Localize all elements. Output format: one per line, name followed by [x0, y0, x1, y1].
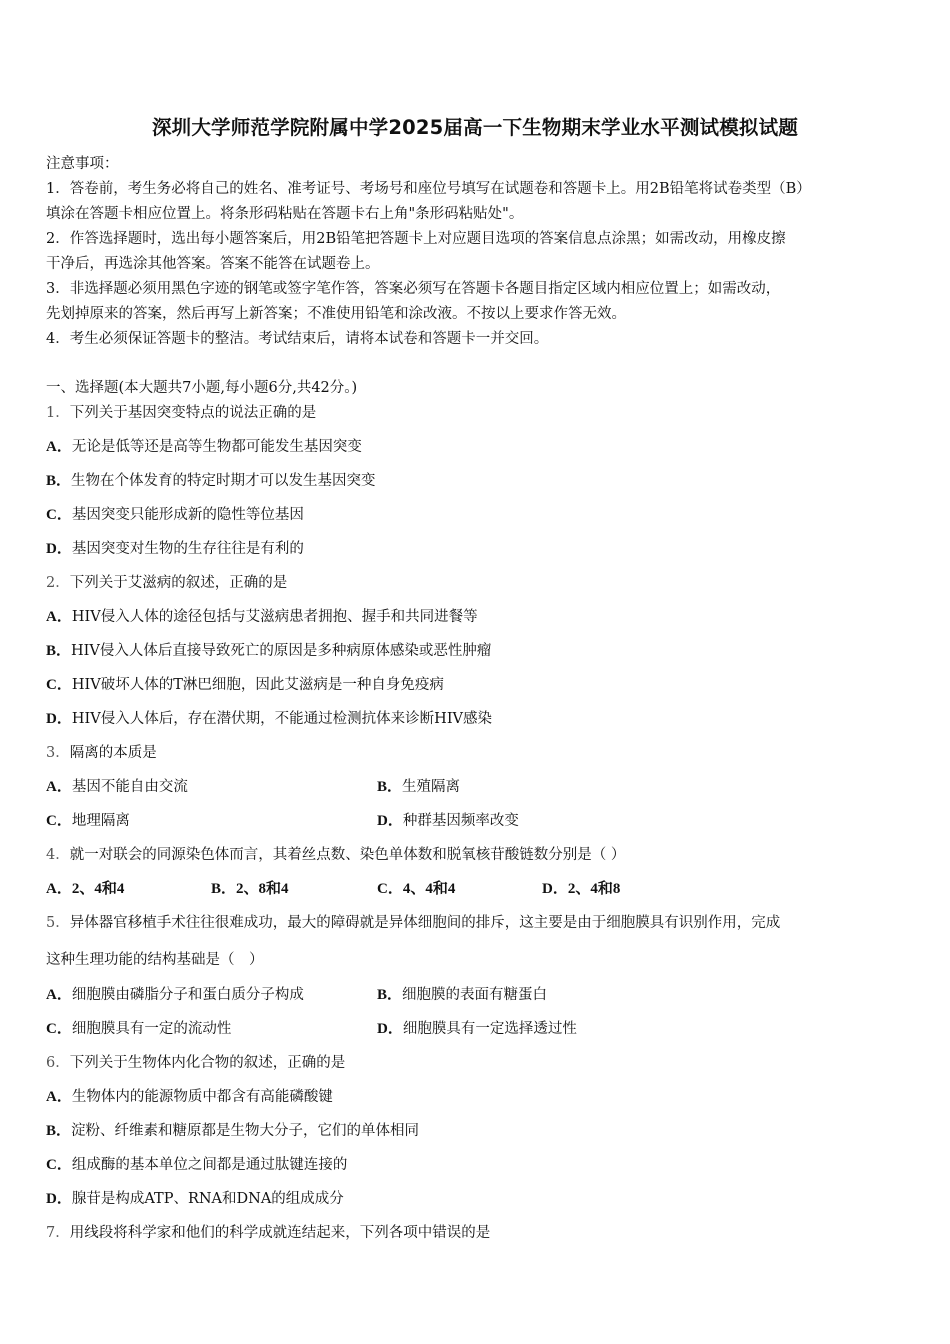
option-text: 组成酶的基本单位之间都是通过肽键连接的 — [71, 1157, 348, 1173]
option — [46, 1017, 231, 1038]
question-text: 用线段将科学家和他们的科学成就连结起来，下列各项中错误的是 — [69, 1225, 491, 1241]
question-number: 2． — [46, 575, 70, 591]
question-stem-continued: 这种生理功能的结构基础是（ ） — [46, 952, 264, 968]
option-label: C． — [46, 507, 72, 523]
option-text: 种群基因频率改变 — [402, 813, 519, 829]
question-text: 隔离的本质是 — [69, 745, 157, 761]
option — [46, 1153, 347, 1174]
option — [377, 775, 460, 796]
option-text: 细胞膜由磷脂分子和蛋白质分子构成 — [71, 987, 304, 1003]
notice-line: 填涂在答题卡相应位置上。将条形码粘贴在答题卡右上角"条形码粘贴处"。 — [46, 206, 524, 222]
notice-line: 2．作答选择题时，选出每小题答案后，用2B铅笔把答题卡上对应题目选项的答案信息点涂黑；如需改动，用橡皮擦 — [46, 231, 786, 247]
option-label: C． — [46, 813, 72, 829]
option — [46, 537, 304, 558]
option-text: 淀粉、纤维素和糖原都是生物大分子，它们的单体相同 — [71, 1123, 420, 1139]
option — [46, 1187, 344, 1208]
option — [46, 503, 304, 524]
option — [46, 877, 124, 898]
option-text: 基因突变只能形成新的隐性等位基因 — [71, 507, 304, 523]
option — [46, 469, 376, 490]
option-label: A． — [46, 987, 72, 1003]
question-stem — [46, 571, 287, 592]
page-title: 深圳大学师范学院附属中学2025届高一下生物期末学业水平测试模拟试题 — [151, 116, 799, 139]
option — [211, 877, 289, 898]
option — [46, 809, 130, 830]
question-number: 5． — [46, 915, 70, 931]
question-number: 7． — [46, 1225, 70, 1241]
option-text: 基因不能自由交流 — [71, 779, 188, 795]
option-text: 细胞膜具有一定的流动性 — [71, 1021, 232, 1037]
option-label: D． — [377, 1021, 403, 1037]
option — [377, 809, 519, 830]
question-stem — [46, 1221, 490, 1242]
option-text: 4、4和4 — [402, 881, 456, 897]
option-text: 无论是低等还是高等生物都可能发生基因突变 — [71, 439, 362, 455]
option — [46, 983, 304, 1004]
option-text: 细胞膜的表面有糖蛋白 — [402, 987, 548, 1003]
option-label: A． — [46, 779, 72, 795]
question-stem — [46, 843, 625, 864]
option-label: D． — [377, 813, 403, 829]
question-text: 下列关于艾滋病的叙述，正确的是 — [69, 575, 288, 591]
option-label: D． — [46, 711, 72, 727]
option-label: A． — [46, 609, 72, 625]
option — [46, 605, 478, 626]
notice-line: 1．答卷前，考生务必将自己的姓名、准考证号、考场号和座位号填写在试题卷和答题卡上。用2B铅笔将试卷类型（B） — [46, 181, 811, 197]
question-text: 下列关于生物体内化合物的叙述，正确的是 — [69, 1055, 346, 1071]
option-label: D． — [46, 1191, 72, 1207]
option-text: HIV侵入人体后，存在潜伏期，不能通过检测抗体来诊断HIV感染 — [71, 711, 493, 727]
option — [46, 435, 362, 456]
option-text: HIV侵入人体的途径包括与艾滋病患者拥抱、握手和共同进餐等 — [71, 609, 478, 625]
option-text: 生物在个体发育的特定时期才可以发生基因突变 — [71, 473, 376, 489]
question-text: 异体器官移植手术往往很难成功，最大的障碍就是异体细胞间的排斥，这主要是由于细胞膜具有识别作用，完成 — [69, 915, 781, 931]
notice-line: 4．考生必须保证答题卡的整洁。考试结束后，请将本试卷和答题卡一并交回。 — [46, 331, 549, 347]
option-label: C． — [46, 1157, 72, 1173]
question-number: 3． — [46, 745, 70, 761]
option — [46, 1119, 419, 1140]
option-label: C． — [377, 881, 403, 897]
option — [46, 1085, 333, 1106]
option-text: 2、4和4 — [71, 881, 125, 897]
question-number: 1． — [46, 405, 70, 421]
notice-line: 3．非选择题必须用黑色字迹的钢笔或签字笔作答，答案必须写在答题卡各题目指定区域内相应位置上；如需改动， — [46, 281, 781, 297]
option-text: 生殖隔离 — [402, 779, 461, 795]
option-label: A． — [46, 881, 72, 897]
option-text: HIV侵入人体后直接导致死亡的原因是多种病原体感染或恶性肿瘤 — [71, 643, 492, 659]
option — [377, 1017, 577, 1038]
option-label: D． — [46, 541, 72, 557]
option-label: A． — [46, 1089, 72, 1105]
question-text: 下列关于基因突变特点的说法正确的是 — [69, 405, 317, 421]
notice-line: 先划掉原来的答案，然后再写上新答案；不准使用铅笔和涂改液。不按以上要求作答无效。 — [46, 306, 626, 322]
option-label: C． — [46, 1021, 72, 1037]
section-heading: 一、选择题(本大题共7小题,每小题6分,共42分。) — [46, 380, 358, 396]
option-text: 生物体内的能源物质中都含有高能磷酸键 — [71, 1089, 333, 1105]
option — [46, 707, 492, 728]
question-stem — [46, 911, 780, 932]
option — [542, 877, 620, 898]
option-text: 基因突变对生物的生存往往是有利的 — [71, 541, 304, 557]
option-text: 地理隔离 — [71, 813, 130, 829]
option-text: 细胞膜具有一定选择透过性 — [402, 1021, 577, 1037]
option-text: 2、4和8 — [567, 881, 621, 897]
option-label: B． — [211, 881, 237, 897]
notice-line: 干净后，再选涂其他答案。答案不能答在试题卷上。 — [46, 256, 380, 272]
option-text: 2、8和4 — [236, 881, 289, 897]
option-label: B． — [46, 473, 72, 489]
option-label: C． — [46, 677, 72, 693]
option-label: B． — [377, 987, 403, 1003]
option-text: HIV破坏人体的T淋巴细胞，因此艾滋病是一种自身免疫病 — [71, 677, 444, 693]
question-stem — [46, 401, 316, 422]
option-label: B． — [377, 779, 403, 795]
option — [46, 775, 188, 796]
option-label: B． — [46, 643, 72, 659]
option-label: D． — [542, 881, 568, 897]
question-text: 就一对联会的同源染色体而言，其着丝点数、染色单体数和脱氧核苷酸链数分别是（ ） — [69, 847, 626, 863]
option — [377, 983, 547, 1004]
option-label: B． — [46, 1123, 72, 1139]
option — [46, 673, 444, 694]
option-text: 腺苷是构成ATP、RNA和DNA的组成成分 — [71, 1191, 344, 1207]
question-number: 4． — [46, 847, 70, 863]
option — [46, 639, 491, 660]
question-stem — [46, 741, 157, 762]
option-label: A． — [46, 439, 72, 455]
notice-heading: 注意事项： — [46, 156, 119, 172]
question-stem — [46, 1051, 345, 1072]
question-number: 6． — [46, 1055, 70, 1071]
option — [377, 877, 455, 898]
